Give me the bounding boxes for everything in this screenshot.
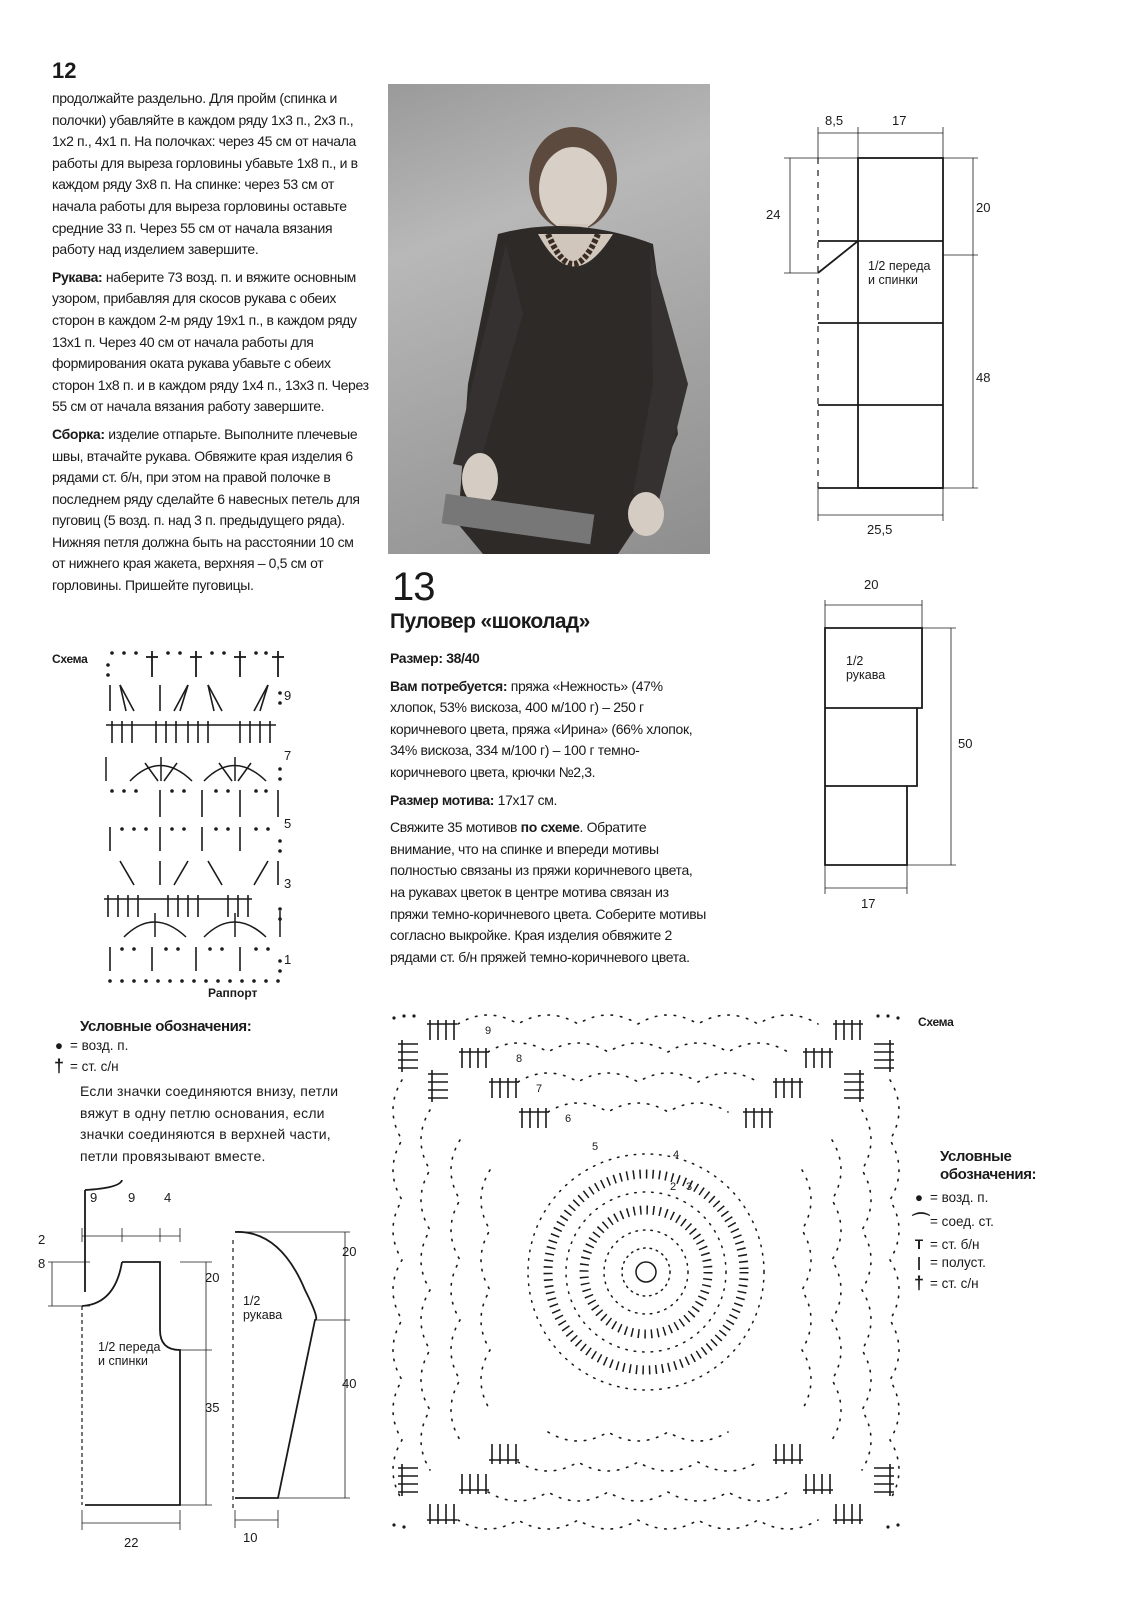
- materials-label: Вам потребуется:: [390, 677, 508, 694]
- size-label: Размер:: [390, 650, 443, 666]
- model13-instructions: [390, 648, 710, 974]
- legend-text: = ст. с/н: [930, 1276, 979, 1291]
- round-number: 6: [565, 1113, 572, 1125]
- dimension: 22: [124, 1535, 139, 1550]
- dimension: 2: [38, 1232, 46, 1247]
- dimension: 50: [958, 736, 973, 751]
- dimension: 35: [205, 1400, 220, 1415]
- model12-patterns: [30, 1180, 380, 1550]
- row-number: 3: [284, 876, 292, 891]
- dimension: 17: [892, 113, 907, 128]
- model13-sleeve-pattern: [800, 590, 980, 920]
- round-number: 7: [536, 1083, 543, 1095]
- legend-item: [912, 1190, 1062, 1205]
- dimension: 48: [976, 370, 991, 385]
- half-double-crochet-icon: |: [917, 1255, 921, 1270]
- dimension: 20: [976, 200, 991, 215]
- dimension: 20: [205, 1270, 220, 1285]
- legend-text: = ст. с/н: [70, 1059, 119, 1074]
- legend-text: = соед. ст.: [930, 1213, 994, 1229]
- instructions-text: Свяжите 35 мотивов: [390, 819, 518, 836]
- legend-item: [52, 1038, 370, 1053]
- model12-stitch-chart: [100, 645, 300, 990]
- materials-text: пряжа «Нежность» (47% хлопок, 53% вискоза, 400 м/100 г) – 250 г коричневого цвета, пряжа «Ирина» (66% хлопок, 34% вискоза, 334 м/100 г) – 100 г темно-коричневого цвета, крючки №2,3.: [390, 677, 693, 780]
- model12-schema-label: Схема: [52, 652, 88, 666]
- round-number: 3: [686, 1181, 693, 1193]
- motif-size: [390, 790, 710, 812]
- size-value: 38/40: [446, 650, 480, 666]
- model12-assembly: [52, 424, 370, 597]
- motif-size-value: 17х17 см.: [497, 791, 558, 808]
- pattern-label: 1/2 переда и спинки: [98, 1340, 161, 1368]
- dimension: 8: [38, 1256, 46, 1271]
- sleeves-text: наберите 73 возд. п. и вяжите основным узором, прибавляя для скосов рукава с обеих сторон в каждом 2-м ряду 19х1 п., в каждом ряду 13х1 п. Через 40 см от начала работы для формирования оката рукава убавьте с обеих сторон 1х8 п. и в каждом ряду 1х4 п., 13х3 п. Через 55 см от начала вязания работу завершите.: [52, 268, 369, 415]
- dimension: 8,5: [825, 113, 844, 128]
- model12-intro: продолжайте раздельно. Для пройм (спинка и полочки) убавляйте в каждом ряду 1х3 п., 2х3 п., 1х2 п., 4х1 п. На полочках: через 45 см от начала работы для выреза горловины убавьте 1х8 п., и в каждом ряду 3х8 п. На спинке: через 53 см от начала работы для выреза горловины оставьте средние 33 п. Через 55 см от начала вязания работу над изделием завершите.: [52, 90, 358, 258]
- dimension: 9: [90, 1190, 98, 1205]
- round-number: 5: [592, 1141, 599, 1153]
- chart-row: [146, 651, 284, 677]
- model13-motif-chart: [388, 1010, 906, 1535]
- photo-figure: [388, 84, 710, 554]
- assembly-text: изделие отпарьте. Выполните плечевые швы, втачайте рукава. Обвяжите края изделия 6 рядами ст. б/н, при этом на правой полочке в последнем ряду сделайте 6 навесных петель для пуговиц (5 возд. п. над 3 п. предыдущего ряда). Нижняя петля должна быть на расстоянии 10 см от нижнего края жакета, верхняя – 0,5 см от горловины. Пришейте пуговицы.: [52, 425, 360, 594]
- sleeves-label: Рукава:: [52, 268, 103, 285]
- model13-schema-label: Схема: [918, 1015, 954, 1029]
- pattern-label: 1/2 переда и спинки: [868, 259, 931, 287]
- legend-item: [912, 1255, 1062, 1270]
- repeat-label: Раппорт: [208, 986, 258, 1000]
- round-number: 9: [485, 1025, 492, 1037]
- dimension: 9: [128, 1190, 136, 1205]
- dimension: 40: [342, 1376, 357, 1391]
- legend-text: = полуст.: [930, 1255, 986, 1270]
- dimension: 24: [766, 207, 781, 222]
- round-number: 8: [516, 1053, 523, 1065]
- instructions-bold: по схеме: [520, 819, 580, 836]
- model12-instructions: [52, 88, 370, 603]
- legend-title: Условные обозначения:: [940, 1148, 1037, 1183]
- legend-text: = возд. п.: [930, 1190, 989, 1205]
- model13-number: 13: [392, 565, 435, 609]
- instructions-text: . Обратите внимание, что на спинке и впереди мотивы полностью связаны из пряжи коричневого цвета, на рукавах цветок в центре мотива связан из пряжи темно-коричневого цвета. Соберите мотивы согласно выкройке. Края изделия обвяжите 2 рядами ст. б/н пряжей темно-коричневого цвета.: [390, 819, 706, 965]
- chain-dot-icon: ●: [914, 1190, 924, 1205]
- dimension: 20: [342, 1244, 357, 1259]
- row-number: 9: [284, 688, 292, 703]
- model12-sleeves: [52, 267, 370, 418]
- row-number: 5: [284, 816, 292, 831]
- slip-stitch-icon: ⌒: [912, 1212, 930, 1232]
- pattern-label: 1/2 рукава: [846, 654, 886, 682]
- dimension: 10: [243, 1530, 258, 1545]
- round-number: 4: [673, 1149, 680, 1161]
- legend-item: [912, 1237, 1062, 1252]
- motif-size-label: Размер мотива:: [390, 791, 495, 808]
- model12-legend: [52, 1018, 370, 1167]
- dimension: 4: [164, 1190, 172, 1205]
- legend-item: [912, 1208, 1062, 1234]
- model13-body-pattern: [770, 105, 1010, 545]
- model13-title: Пуловер «шоколад»: [390, 610, 590, 633]
- legend-text: = ст. б/н: [930, 1237, 980, 1252]
- model-photo: [388, 84, 710, 554]
- legend-title: Условные обозначения:: [80, 1018, 252, 1035]
- row-number: 1: [284, 952, 292, 967]
- assembly-label: Сборка:: [52, 425, 105, 442]
- materials: [390, 676, 710, 784]
- legend-note: Если значки соединяются внизу, петли вяжут в одну петлю основания, если значки соединяются в верхней части, петли провязывают вместе.: [80, 1083, 339, 1164]
- corner-stitches: [398, 1020, 894, 1524]
- border-dots: [392, 1014, 899, 1528]
- single-crochet-icon: T: [914, 1237, 924, 1252]
- double-crochet-icon: †: [53, 1056, 64, 1076]
- round-number: 2: [670, 1181, 677, 1193]
- legend-text: = возд. п.: [70, 1038, 129, 1053]
- legend-item: [52, 1056, 370, 1077]
- motif-instructions: [390, 817, 710, 968]
- chain-dot-icon: ●: [54, 1038, 64, 1053]
- size-line: [390, 648, 710, 670]
- double-crochet-icon: †: [913, 1273, 924, 1293]
- model13-legend: [912, 1148, 1062, 1297]
- dimension: 25,5: [867, 522, 893, 537]
- pattern-label: 1/2 рукава: [243, 1294, 283, 1322]
- legend-item: [912, 1273, 1062, 1294]
- dimension: 17: [861, 896, 876, 911]
- dimension: 20: [864, 577, 879, 592]
- row-number: 7: [284, 748, 292, 763]
- page-number: 12: [52, 58, 77, 83]
